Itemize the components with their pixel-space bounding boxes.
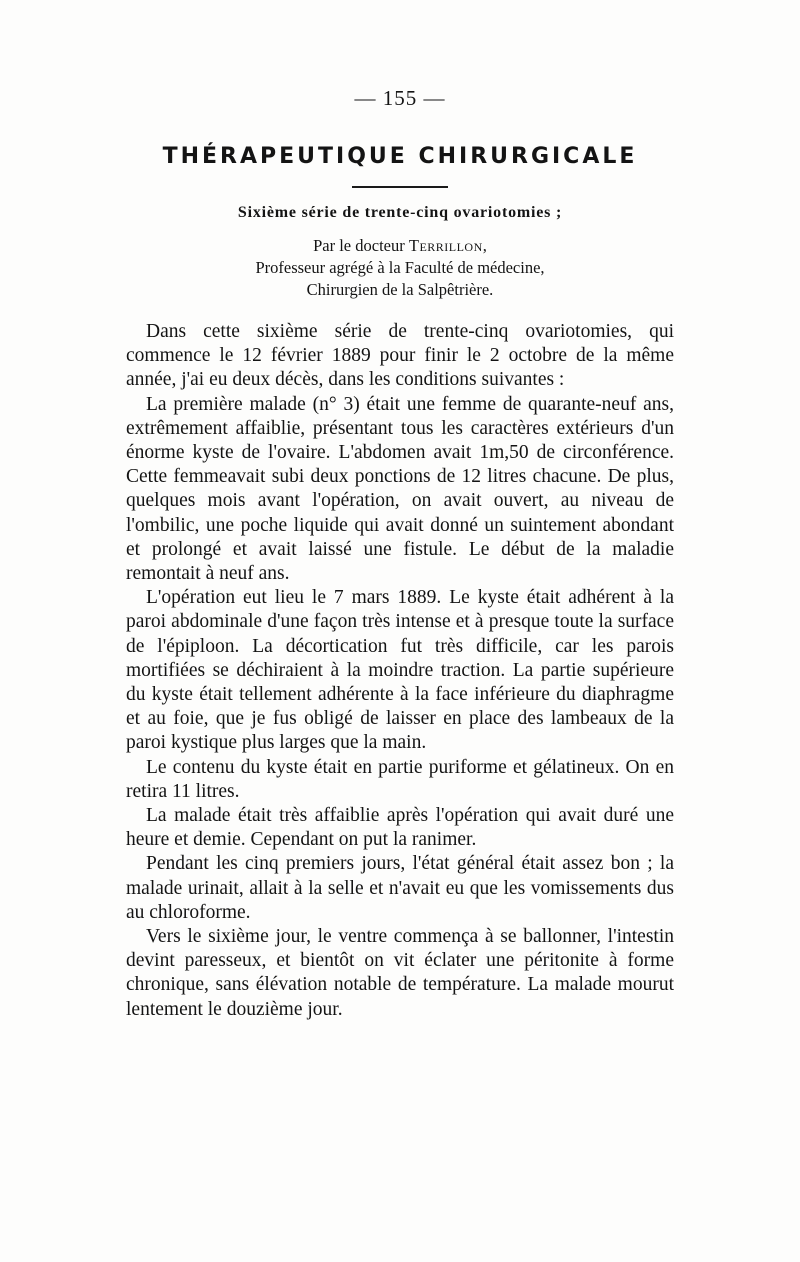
- paragraph: Dans cette sixième série de trente-cinq ovariotomies, qui commence le 12 février 1889 pour finir le 2 octobre de la même année, j'ai eu deux décès, dans les conditions suivantes :: [126, 321, 674, 391]
- paragraph: L'opération eut lieu le 7 mars 1889. Le kyste était adhérent à la paroi abdominale d'une façon très intense et à presque toute la surface de l'épiploon. La décortication fut très difficile, car les parois mortifiées se déchiraient à la moindre traction. La partie supérieure du kyste était tellement adhérente à la face inférieure du diaphragme et au foie, que je fus obligé de laisser en place des lambeaux de la paroi kystique plus larges que la main.: [126, 587, 674, 754]
- author-name: Terrillon: [408, 236, 483, 255]
- author-title: Professeur agrégé à la Faculté de médecine,: [255, 258, 545, 277]
- paragraph: La première malade (n° 3) était une femme de quarante-neuf ans, extrêmement affaiblie, présentant tous les caractères extérieurs d'un énorme kyste de l'ovaire. L'abdomen avait 1m,50 de circonférence. Cette femmeavait subi deux ponctions de 12 litres chacune. De plus, quelques mois avant l'opération, on avait ouvert, au niveau de l'ombilic, une poche liquide qui avait donné un suintement abondant et prolongé et avait laissé une fistule. Le début de la maladie remontait à neuf ans.: [126, 393, 674, 585]
- article-body: [126, 320, 674, 1022]
- paragraph: Pendant les cinq premiers jours, l'état général était assez bon ; la malade urinait, allait à la selle et n'avait eu que les vomissements dus au chloroforme.: [126, 853, 674, 923]
- article-subtitle: Sixième série de trente-cinq ovariotomies ;: [237, 204, 563, 221]
- byline-prefix: Par le docteur: [313, 236, 409, 255]
- paragraph: Le contenu du kyste était en partie puriforme et gélatineux. On en retira 11 litres.: [126, 756, 674, 802]
- author-affiliation: Chirurgien de la Salpêtrière.: [306, 280, 494, 299]
- byline-suffix: ,: [482, 236, 487, 255]
- title-divider: [352, 186, 448, 188]
- section-title: THÉRAPEUTIQUE CHIRURGICALE: [162, 144, 638, 169]
- page-number: — 155 —: [354, 86, 446, 110]
- byline-author-line: [0, 236, 800, 256]
- paragraph: Vers le sixième jour, le ventre commença à se ballonner, l'intestin devint paresseux, et bientôt on vit éclater une péritonite à forme chronique, sans élévation notable de température. La malade mourut lentement le douzième jour.: [126, 926, 674, 1020]
- paragraph: La malade était très affaiblie après l'opération qui avait duré une heure et demie. Cependant on put la ranimer.: [126, 805, 674, 851]
